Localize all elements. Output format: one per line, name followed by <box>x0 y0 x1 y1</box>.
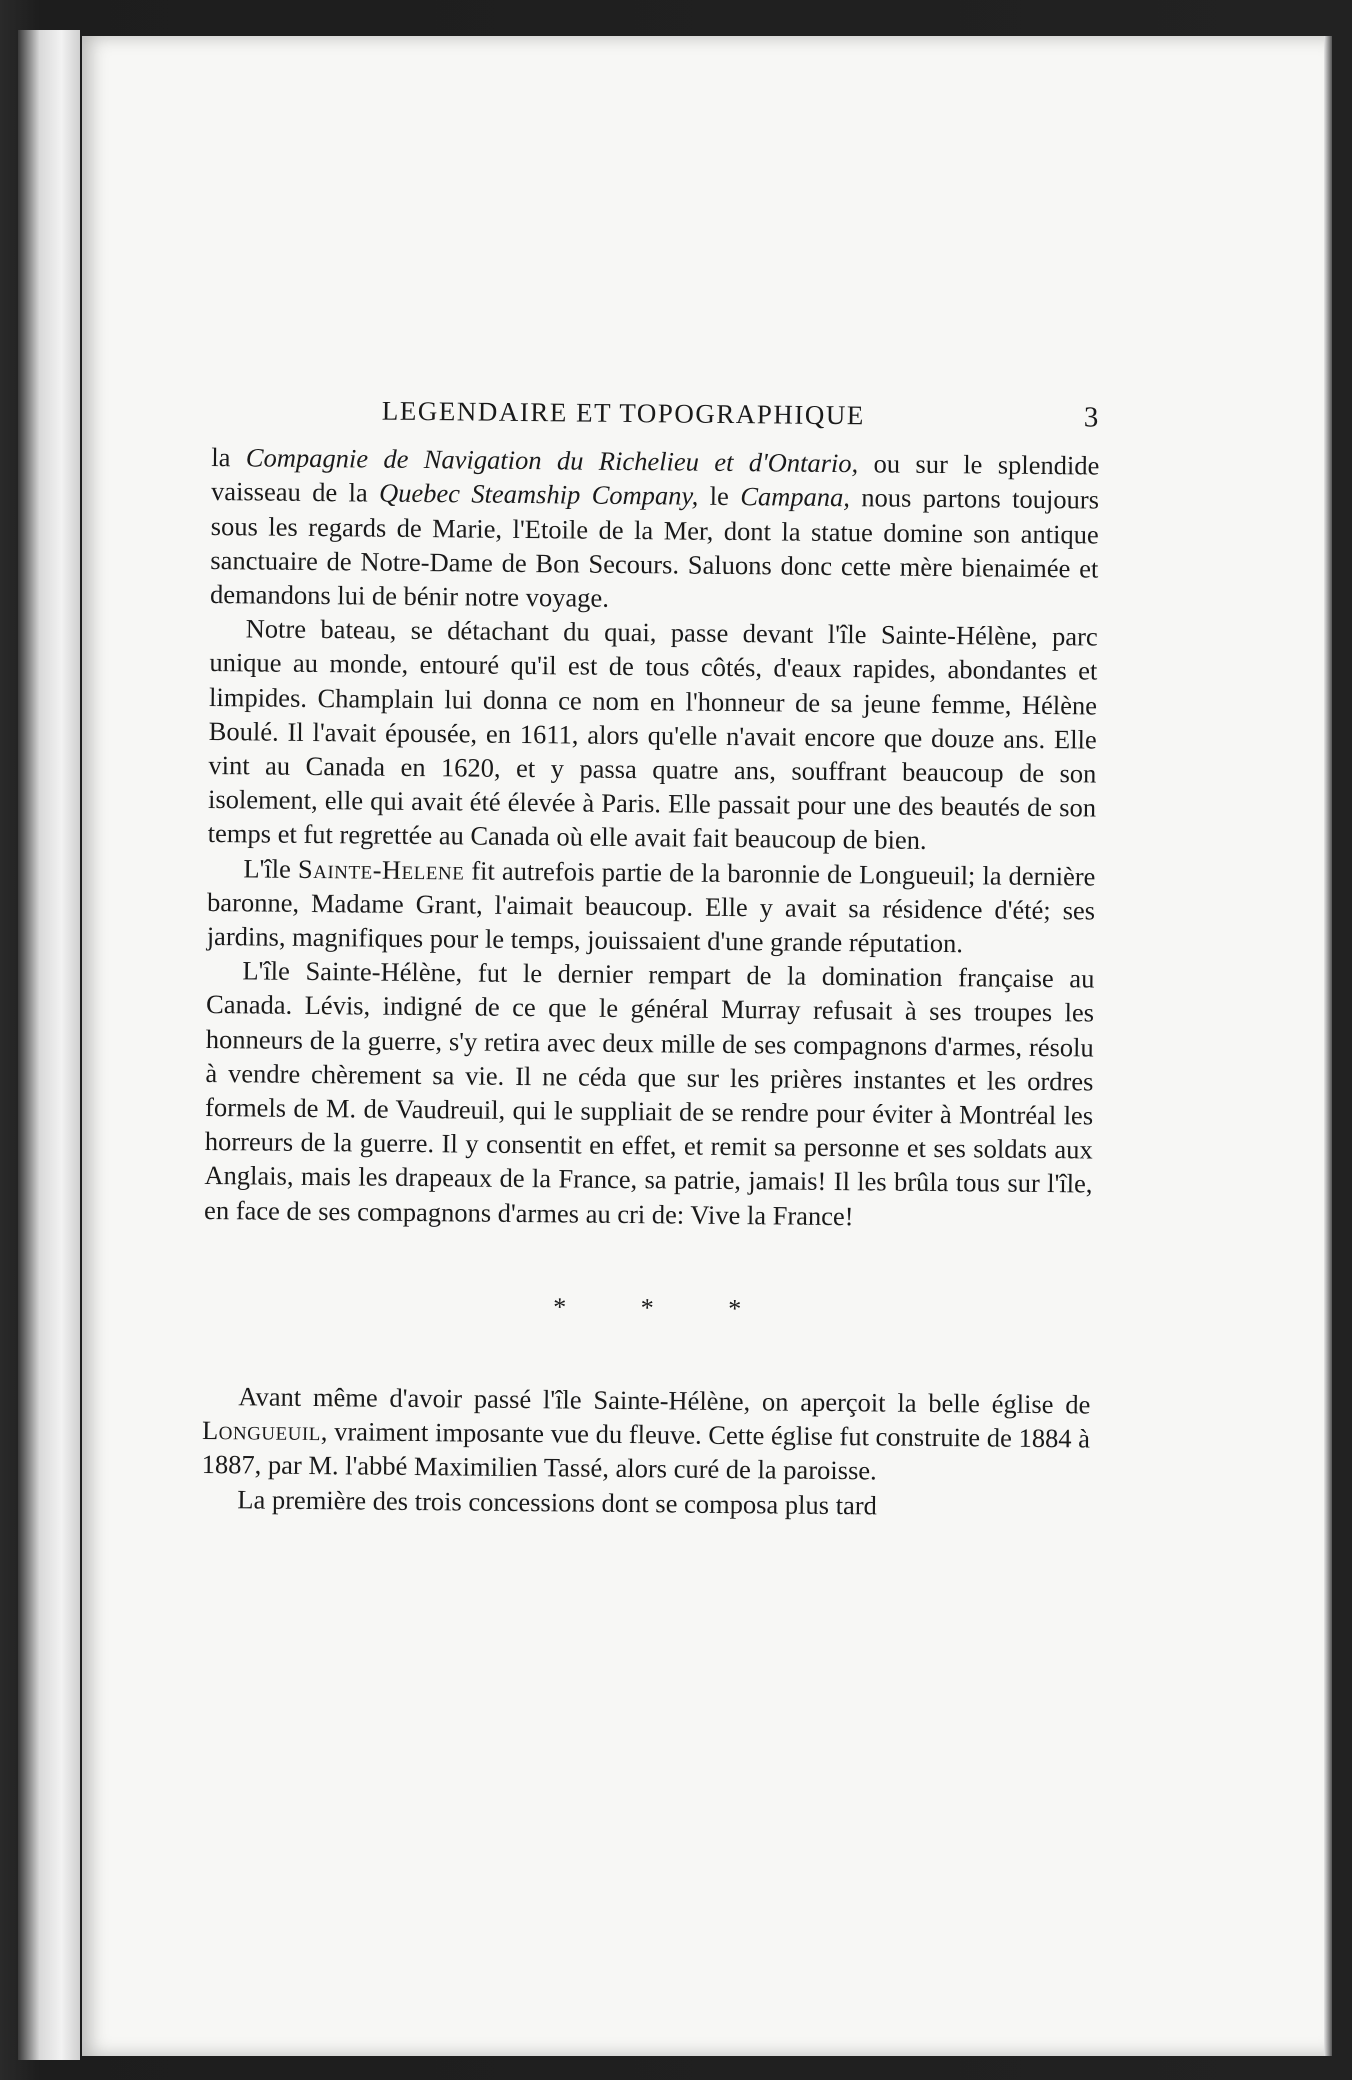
p5-text-2: , vraiment imposante vue du fleuve. Cette église fut construite de 1884 à 1887, par M. l'abbé Maximilien Tassé, alors curé de la paroisse. <box>201 1416 1091 1486</box>
page-edge-shadow <box>1324 36 1332 2056</box>
p3-text-2: fit autrefois partie de la baronnie de Longueuil; la dernière baronne, Madame Grant, l'aimait beaucoup. Elle y avait sa résidence d'été; ses jardins, magnifiques pour le temps, jouissaient d'une grande réputation. <box>206 855 1096 959</box>
page-text-block <box>201 392 1100 1524</box>
p1-text-2: ou sur le splendide vaisseau de la <box>210 448 1100 509</box>
p1-italic-campana: Campana, <box>740 481 851 513</box>
paragraph-3 <box>207 851 1096 962</box>
paragraph-2: Notre bateau, se détachant du quai, passe devant l'île Sainte-Hélène, parc unique au monde, entouré qu'il est de tous côtés, d'eaux rapides, abondantes et limpides. Champlain lui donna ce nom en l'honneur de sa jeune femme, Hélène Boulé. Il l'avait épousée, en 1611, alors qu'elle n'avait encore que douze ans. Elle vint au Canada en 1620, et y passa quatre ans, souffrant beaucoup de son isolement, elle qui avait été élevée à Paris. Elle passait pour une des beautés de son temps et fut regrettée au Canada où elle avait fait beaucoup de bien. <box>207 613 1098 856</box>
p5-text-1: Avant même d'avoir passé l'île Sainte-Hélène, on aperçoit la belle église de <box>238 1381 1091 1420</box>
p5-smallcaps-longueuil: Longueuil <box>201 1415 322 1447</box>
section-separator: * * * <box>553 1292 776 1324</box>
paragraph-1 <box>210 440 1100 620</box>
paragraph-6: La première des trois concessions dont se composa plus tard <box>237 1483 878 1521</box>
book-binding-edge <box>18 30 80 2060</box>
p1-italic-steamship: Quebec Steamship Company, <box>378 478 699 512</box>
p3-text-1: L'île <box>243 852 299 884</box>
page-number: 3 <box>1083 401 1100 434</box>
p1-text-1: la <box>211 442 247 473</box>
paragraph-5 <box>202 1379 1091 1490</box>
p1-text-4: nous partons toujours sous les regards de Marie, l'Etoile de la Mer, dont la statue domine son antique sanctuaire de Notre-Dame de Bon Secours. Saluons donc cette mère bienaimée et demandons lui de bénir notre voyage. <box>209 482 1100 613</box>
p1-text-3: le <box>698 481 741 512</box>
p3-smallcaps-sainte-helene: Sainte-Helene <box>297 853 465 886</box>
paragraph-4: L'île Sainte-Hélène, fut le dernier rempart de la domination française au Canada. Lévis, indigné de ce que le général Murray refusait à ses troupes les honneurs de la guerre, s'y retira avec deux mille de ses compagnons d'armes, résolu à vendre chèrement sa vie. Il ne céda que sur les prières instantes et les ordres formels de M. de Vaudreuil, qui le suppliait de se rendre pour éviter à Montréal les horreurs de la guerre. Il y consentit en effet, et remit sa personne et ses soldats aux Anglais, mais les drapeaux de la France, sa patrie, jamais! Il les brûla tous sur l'île, en face de ses compagnons d'armes au cri de: Vive la France! <box>204 955 1095 1231</box>
running-head <box>212 392 1100 435</box>
p1-italic-company: Compagnie de Navigation du Richelieu et d'Ontario, <box>245 442 859 479</box>
running-head-title: LEGENDAIRE ET TOPOGRAPHIQUE <box>381 395 865 431</box>
